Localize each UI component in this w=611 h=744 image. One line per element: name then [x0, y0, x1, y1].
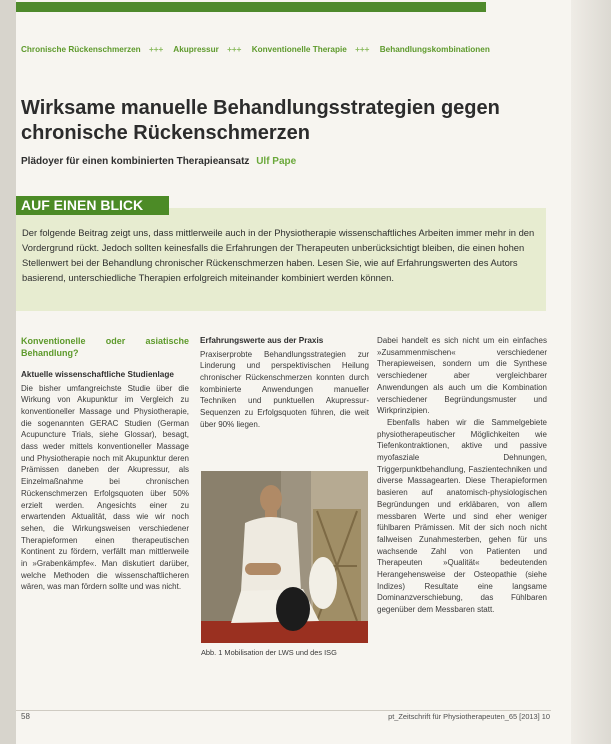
article-title: Wirksame manuelle Behandlungsstrategien gegen chronische Rückenschmerzen — [21, 97, 500, 144]
scan-right-edge — [571, 0, 611, 744]
summary-text: Der folgende Beitrag zeigt uns, dass mittlerweile auch in der Physiotherapie wissenschaftliches Arbeiten immer mehr in den Vordergrund rückt. Jedoch sollten keinesfalls die Erfahrungen der Therapeuten unberücksichtigt bleiben, die einen hohen Stellenwert bei der Behandlung chronischer Rückenschmerzen haben. Lesen Sie, wie auf Erfahrungswerten des Autors basierend, unterschiedliche Therapien erfolgreich miteinander kombiniert werden können. — [22, 227, 535, 283]
page-number: 58 — [21, 712, 30, 721]
article-author: Ulf Pape — [256, 156, 297, 167]
top-color-bar — [16, 2, 486, 12]
text-column-2 — [200, 335, 369, 430]
summary-heading: AUF EINEN BLICK — [16, 196, 169, 215]
body-paragraph: Praxiserprobte Behandlungsstrategien zur Linderung und perspektivischen Heilung chronischer Rückenschmerzen konnten durch kombinierte Anwendungen manueller Techniken und punktuellen Akupressur-Sequenzen zu Erfolgsquoten führen, die weit über 90% liegen. — [200, 349, 369, 429]
therapy-photo-illustration — [201, 471, 368, 643]
topic-separator: +++ — [355, 45, 370, 54]
body-paragraph: Die bisher umfangreichste Studie über die Wirkung von Akupunktur im Vergleich zu konventioneller Massage und Physiotherapie, die sogenannten GERAC Studien (German Acupuncture Trials, siehe Glossar), besagt, dass weder mittels konventioneller Massage und Physiotherapie noch mit Akupunktur deren Prämissen daneben der Akupressur, als Einzelmaßnahme bei chronischen Rückenschmerzen Erfolgsquoten über 50% erzielt werden. Angesichts einer zu erwartenden Aktualität, dass wie wir noch sehen, die Wirkungsweisen verschiedener Therapieformen einen therapeutischen Kontinent zu fördern, verfällt man mittlerweile in »Grabenkämpfe«. Man diskutiert darüber, welche Methoden die wissenschaftlicheren wären, was man fördern sollte und was nicht. — [21, 383, 189, 592]
section-subheading: Aktuelle wissenschaftliche Studienlage — [21, 370, 174, 379]
topic-separator: +++ — [227, 45, 242, 54]
body-paragraph: Dabei handelt es sich nicht um ein einfaches »Zusammenmischen« verschiedener Therapieweisen, sondern um die Synthese verschiedener aber vergleichbarer Anwendungen als auch um die Kombination verschiedener Begründungsmuster und Wirkprinzipien. — [377, 336, 547, 416]
section-subheading: Erfahrungswerte aus der Praxis — [200, 336, 324, 345]
article-subtitle-line — [21, 156, 541, 167]
text-column-1 — [21, 335, 189, 593]
text-column-3 — [377, 335, 547, 616]
journal-footer: pt_Zeitschrift für Physiotherapeuten_65 [2013] 10 — [388, 712, 550, 721]
photo-caption: Abb. 1 Mobilisation der LWS und des ISG — [201, 648, 337, 657]
topic-nav — [21, 45, 581, 57]
article-subtitle: Plädoyer für einen kombinierten Therapieansatz — [21, 156, 250, 167]
therapy-photo — [201, 471, 368, 643]
topic-item: Behandlungskombinationen — [379, 45, 490, 54]
scan-left-edge — [0, 0, 16, 744]
topic-item: Konventionelle Therapie — [251, 45, 347, 54]
topic-separator: +++ — [148, 45, 164, 54]
topic-item: Chronische Rückenschmerzen — [21, 45, 141, 54]
footer-divider — [16, 710, 551, 711]
body-paragraph: Ebenfalls haben wir die Sammelgebiete physiotherapeutischer Möglichkeiten wie Tiefenkontraktionen, aktive und passive myofasziale Dehnungen, Triggerpunktbehandlung, Faszientechniken und diverse Massagearten. Diese Therapieformen basieren auf anatomisch-physiologischen Begründungen und erkläbaren, von allem messbaren Werte und sind eher weniger fühlbaren Prämissen. Mit der sich noch nicht fallweisen Zunahmesterben, gehen für uns wachsende Zahl von Patienten und Therapeuten »Qualität« bedeutenden Herangehensweise der Osteopathie (siehe Indizes) Resultate eine langsame Dominanzverschiebung, das Fühlbaren gegenüber dem Messbaren statt. — [377, 417, 547, 615]
section-heading: Konventionelle oder asiatische Behandlung? — [21, 336, 189, 358]
topic-item: Akupressur — [173, 45, 219, 54]
